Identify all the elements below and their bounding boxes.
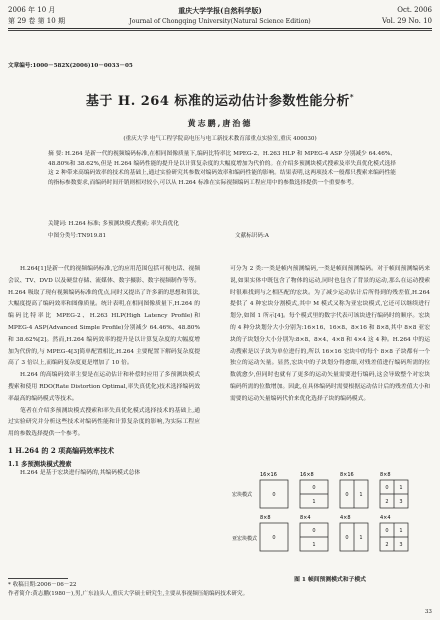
svg-text:3: 3 — [399, 499, 403, 505]
clc-number: 中图分类号:TN919.81 — [48, 233, 107, 239]
svg-text:0: 0 — [345, 492, 349, 498]
size-label-8x8: 8×8 — [380, 472, 391, 478]
paper-affiliation: (重庆大学 电气工程学院高电压与电工新技术教育部重点实验室,重庆 400030) — [123, 136, 317, 142]
section-1-1-text: H.264 是基于宏块进行编码的,其编码模式总体 — [20, 469, 141, 476]
paper-authors: 黄志鹏,唐治德 — [187, 118, 253, 128]
svg-text:3: 3 — [399, 542, 403, 548]
section-1-heading: 1 H.264 的 2 项高编码效率技术 — [8, 445, 115, 455]
paper-title-text: 基于 H. 264 标准的运动估计参数性能分析 — [85, 94, 350, 109]
footnote-received: * 收稿日期:2006－06－22 — [8, 582, 77, 588]
footnote-rule — [8, 578, 68, 579]
intro-paragraph-2: H.264 的高编码效率主要是在运动估计和补偿时应用了多预测块模式搜索和使用 RDO(Rate Distortion Optimal,率失真优化)技术选择编码效率最高的编码模式等技术。 — [8, 372, 200, 402]
svg-text:1: 1 — [312, 499, 316, 505]
section-1-1-heading: 1.1 多预测块模式搜索 — [8, 460, 72, 468]
header-date-right: Oct. 2006 — [397, 6, 432, 14]
size-label-8x16: 8×16 — [340, 472, 354, 478]
intro-paragraph-1: H.264[1]是新一代的视频编码标准,它的应用范围包括可视电话、视频会议、TV、DVD 以及硬盘存储、流媒体、数字摄影、数字视频制作等等。H.264 吸取了现有视频编码标准的优点,同时又提出了许多新的思想和算法,大幅度提高了编码效率和图像质量。统计表明,在相同图像质量下,H.264 的编码比特率比 MPEG-2、H.263 HLP(High Latency Profile)和 MPEG-4 ASP(Advanced Simple Profile)分别减少 64.46%、48.80%和 38.62%[2]。然而,H.264 编码效率的提升是以计算复杂度的大幅度增加为代价的,与 MPEG-4[3]简单配置相比,H.264 主要配置下解码复杂度提高了 3 倍以上,而编码复杂度更是增加了 10 倍。 — [8, 266, 200, 367]
svg-text:1: 1 — [399, 485, 403, 491]
right-column-text: 可分为 2 类:一类是帧内预测编码,一类是帧间预测编码。对于帧间预测编码来说,如果实体中既包含了物体的运动,同时也包含了背景的运动,那么在运动搜索时很难找到与之相匹配的宏块。为了减少运动估计后所得到的残差值,H.264 提供了 4 种宏块分割模式,其中 M 模式又称为亚宏块模式,它还可以继续进行划分,如图 1 所示[4]。每个模式里的数字代表可该块进行编码时的顺序。宏块的 4 种分块划分大小分别为:16×16、16×8、8×16 和 8×8,其中 8×8 亚宏块的子块划分大小分别为:8×8、8×4、4×8 和 4×4 这 4 种。H.264 中的运动搜索是以子块为单位进行的,所以 16×16 宏块中的每个 8×8 子块都有一个独立的运动矢量。显然,宏块中的子块划分得愈细,对残差值进行编码所需的位数就愈少,但同时也就有了更多的运动矢量需要进行编码,这会导致整个对宏块编码所需的位数增加。因此,在具体编码时需要根据运动估计后的残差值大小和需要的运动矢量编码代价来优化选择子块的编码模式。 — [230, 266, 430, 402]
sub-size-label-8x4: 8×4 — [300, 515, 311, 521]
right-column — [230, 264, 430, 406]
left-column — [8, 264, 200, 480]
paper-title — [0, 90, 440, 109]
document-code: 文献标识码:A — [235, 233, 269, 239]
sub-size-label-4x8: 4×8 — [340, 515, 351, 521]
sub-size-label-4x4: 4×4 — [380, 515, 391, 521]
svg-text:2: 2 — [385, 499, 389, 505]
abstract: 摘 要: H.264 是新一代的视频编码标准,在相同图像质量下,编码比特率比 MPEG-2、H.263 HLP 和 MPEG-4 ASP 分别减少 64.46%、48.80%和 38.62%,但是 H.264 编码性能的提升是以计算复杂度的大幅度增加为代价的。在介绍多预测块模式搜索及率失真优化模式选择这 2 种带来高编码效率的技术的基础上,通过实验研究其参数对编码效率和编码性能的影响。结果表明,这两项技术一般都只搜索来编码性能的指标参数要求,而编码时间开销则相对较小,可以从 H.264 标准在实际视频编码工程应用中的参数选择提供一个重要参考。 — [48, 151, 396, 186]
sub-macroblock-order-numbers — [272, 528, 402, 548]
header-rule-thin — [8, 30, 432, 31]
svg-text:0: 0 — [312, 528, 316, 534]
svg-text:0: 0 — [312, 485, 316, 491]
header-journal-en: Journal of Chongqing University(Natural Science Edition) — [129, 18, 311, 25]
size-label-16x8: 16×8 — [300, 472, 314, 478]
intro-paragraph-3: 笔者在介绍多预测块模式搜索和率失真优化模式选择技术的基础上,通过实验研究并分析这些技术对编码性能和计算复杂度的影响,为实际工程应用的参数选择提供一个参考。 — [8, 407, 200, 438]
svg-text:0: 0 — [272, 535, 276, 541]
page-number: 33 — [424, 609, 432, 615]
keywords: 关键词: H.264 标准; 多预测块模式搜索; 率失真优化 — [48, 221, 179, 227]
figure-1-diagram — [230, 470, 430, 568]
header-volume-left: 第 29 卷 第 10 期 — [8, 17, 65, 25]
sub-macroblock-mode-label: 亚宏块模式 — [232, 536, 258, 542]
size-label-16x16: 16×16 — [260, 472, 277, 478]
title-footnote-mark: * — [349, 92, 355, 102]
svg-text:0: 0 — [272, 492, 276, 498]
footnote-author: 作者简介:黄志鹏(1980－),男,广东汕头人,重庆大学硕士研究生,主要从事视频压缩编码技术研究。 — [8, 591, 249, 597]
header-rule — [8, 28, 432, 29]
header-date-left: 2006 年 10 月 — [8, 6, 56, 14]
svg-text:1: 1 — [312, 542, 316, 548]
svg-text:1: 1 — [399, 528, 403, 534]
svg-text:0: 0 — [345, 535, 349, 541]
figure-1-caption: 图 1 帧间预测模式和子模式 — [294, 577, 366, 583]
svg-text:2: 2 — [385, 542, 389, 548]
svg-text:1: 1 — [359, 492, 363, 498]
article-number: 文章编号:1000－582X(2006)10－0033－05 — [8, 63, 133, 69]
svg-text:1: 1 — [359, 535, 363, 541]
header-journal-cn: 重庆大学学报(自然科学版) — [178, 6, 262, 15]
header-volume-right: Vol. 29 No. 10 — [381, 17, 432, 25]
svg-text:0: 0 — [385, 485, 389, 491]
macroblock-order-numbers — [272, 485, 402, 505]
svg-text:0: 0 — [385, 528, 389, 534]
figure-1 — [230, 470, 430, 583]
macroblock-mode-label: 宏块模式 — [232, 492, 253, 498]
sub-size-label-8x8: 8×8 — [260, 515, 271, 521]
